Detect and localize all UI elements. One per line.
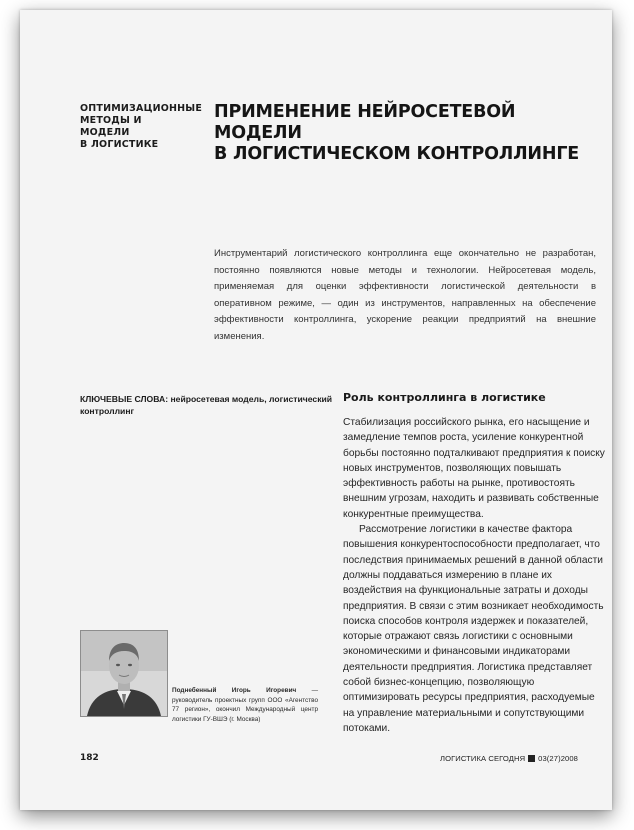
article-paragraph: Стабилизация российского рынка, его насыщение и замедление темпов роста, усиление конкурентной борьбы постоянно подталкивают предприятия к поиску новых инструментов, позволяющих повышать эффективность работы на рынке, противостоять внешним угрозам, находить и развивать собственные конкурентные преимущества. bbox=[343, 417, 605, 520]
page-number: 182 bbox=[80, 753, 99, 763]
section-label bbox=[80, 103, 203, 151]
article-body bbox=[343, 391, 605, 736]
journal-page bbox=[20, 10, 612, 810]
author-description: — руководитель проектных групп ООО «Агентство 77 регион», окончил Международный центр логистики ГУ-ВШЭ (г. Москва) bbox=[172, 687, 319, 723]
article-title-line: ПРИМЕНЕНИЕ НЕЙРОСЕТЕВОЙ МОДЕЛИ bbox=[214, 102, 516, 143]
abstract-text: Инструментарий логистического контроллинга еще окончательно не разработан, постоянно появляются новые методы и технологии. Нейросетевая модель, применяемая для оценки эффективности логистической деятельности в оперативном режиме, — один из инструментов, направленных на обеспечение эффективности контроллинга, ускорение реакции предприятий на внешние изменения. bbox=[214, 248, 596, 342]
author-photo bbox=[80, 630, 168, 717]
square-bullet-icon bbox=[528, 755, 535, 762]
article-paragraph: Рассмотрение логистики в качестве фактора повышения конкурентоспособности предполагает, что последствия принимаемых решений в данной области должны поддаваться измерению в плане их воздействия на функциональные затраты и доходы предприятия. В связи с этим возникает необходимость поиска способов контроля издержек и показателей, которые отражают связь логистики с основными экономическими и финансовыми индикаторами деятельности предприятия. Логистика представляет собой бизнес-концепцию, позволяющую оптимизировать ресурсы предприятия, расходуемые на управление материальными и сопутствующими потоками. bbox=[343, 524, 604, 734]
journal-footer bbox=[440, 754, 578, 763]
keywords-label: КЛЮЧЕВЫЕ СЛОВА: bbox=[80, 394, 169, 404]
section-label-line: ОПТИМИЗАЦИОННЫЕ bbox=[80, 103, 203, 114]
author-bio bbox=[172, 686, 318, 724]
article-heading: Роль контроллинга в логистике bbox=[343, 391, 546, 404]
section-label-line: В ЛОГИСТИКЕ bbox=[80, 139, 159, 150]
article-title-line: В ЛОГИСТИЧЕСКОМ КОНТРОЛЛИНГЕ bbox=[214, 144, 580, 164]
keywords bbox=[80, 393, 338, 417]
keywords-text: нейросетевая модель, логистический контроллинг bbox=[80, 394, 333, 416]
author-name: Поднебенный Игорь Игоревич bbox=[172, 687, 297, 694]
section-label-line: МЕТОДЫ И МОДЕЛИ bbox=[80, 115, 142, 138]
journal-issue: 03(27)2008 bbox=[538, 754, 578, 763]
author-portrait-icon bbox=[81, 631, 167, 716]
abstract bbox=[214, 246, 596, 346]
journal-name: ЛОГИСТИКА СЕГОДНЯ bbox=[439, 754, 526, 763]
article-title bbox=[214, 102, 594, 165]
